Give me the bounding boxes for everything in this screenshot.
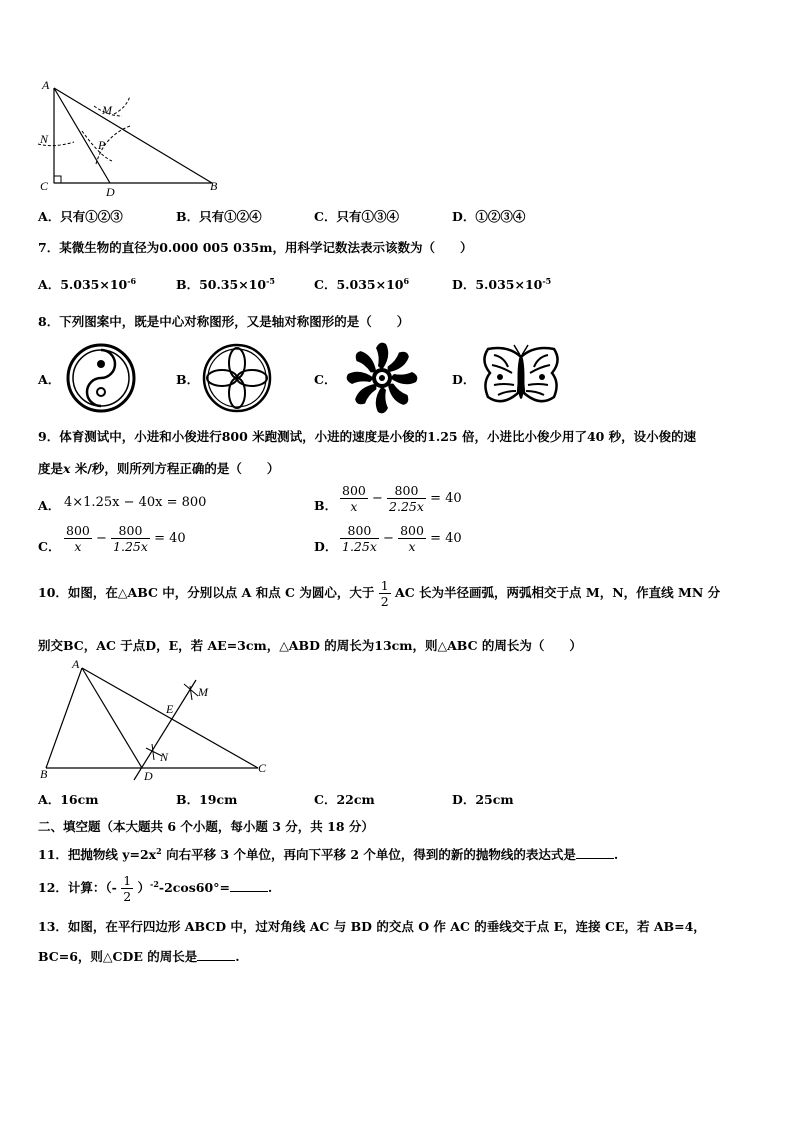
q13-line1: 13．如图，在平行四边形 ABCD 中，过对角线 AC 与 BD 的交点 O 作 AC 的垂线交于点 E，连接 CE，若 AB=4， xyxy=(38,919,706,934)
q6-option-b: B．只有①②④ xyxy=(176,209,262,224)
label-P: P xyxy=(98,138,106,152)
q9-option-d-expr: $\frac{800}{1.25x}$ − $\frac{800}{x}$ = 40 xyxy=(342,523,462,554)
q6-option-c: C．只有①③④ xyxy=(314,209,399,224)
butterfly-figure xyxy=(478,343,564,413)
q9-stem-line2: 度是x 米/秒，则所列方程正确的是（ ） xyxy=(38,461,280,476)
label-N: N xyxy=(40,132,49,146)
q10-stem-line1: 10．如图，在△ABC 中，分别以点 A 和点 C 为圆心，大于 $\frac{1}{2}$ AC 长为半径画弧，两弧相交于点 M，N，作直线 MN 分 xyxy=(38,578,721,609)
q7-option-b: B．$50.35\times 10^{-5}$ xyxy=(176,275,275,292)
q8-option-d-label: D． xyxy=(452,372,476,387)
q10-option-c: C．22cm xyxy=(314,792,375,807)
label-D: D xyxy=(106,185,115,198)
yin-yang-figure xyxy=(64,342,138,414)
q9-stem-line1: 9．体育测试中，小进和小俊进行800 米跑测试，小进的速度是小俊的1.25 倍，小进比小俊少用了40 秒，设小俊的速 xyxy=(38,429,697,444)
q8-option-a-label: A． xyxy=(38,372,61,387)
answer-blank xyxy=(197,948,235,961)
label-B: B xyxy=(210,179,218,193)
q10-option-d: D．25cm xyxy=(452,792,514,807)
label-N: N xyxy=(160,750,169,764)
label-B: B xyxy=(40,767,48,781)
q12: 12．计算：（- $\frac{1}{2}$ ）$^{-2}$-2cos60°= . xyxy=(38,873,273,904)
label-C: C xyxy=(258,761,267,775)
figure-triangle-abc xyxy=(34,656,274,782)
label-M: M xyxy=(102,103,112,117)
q10-option-a: A．16cm xyxy=(38,792,99,807)
q7-option-d: D．$5.035\times 10^{-5}$ xyxy=(452,275,552,292)
label-A: A xyxy=(42,78,50,92)
q9-option-b-label: B． xyxy=(314,498,338,513)
q9-option-a-expr: 4×1.25x − 40x = 800 xyxy=(64,495,207,510)
label-D: D xyxy=(144,769,153,782)
label-A: A xyxy=(72,657,80,671)
q6-option-a: A．只有①②③ xyxy=(38,209,123,224)
q9-option-a-label: A． xyxy=(38,498,61,513)
q11: 11．把抛物线 $y=2x^2$ 向右平移 3 个单位，再向下平移 2 个单位，得到的新的抛物线的表达式是 . xyxy=(38,845,619,862)
q8-option-c-label: C． xyxy=(314,372,337,387)
q8-stem: 8．下列图案中，既是中心对称图形，又是轴对称图形的是（ ） xyxy=(38,314,410,329)
q7-stem: 7．某微生物的直径为0.000 005 035m，用科学记数法表示该数为（ ） xyxy=(38,240,473,255)
answer-blank xyxy=(230,879,268,892)
q13-line2: BC=6，则△CDE 的周长是 . xyxy=(38,949,240,964)
answer-blank xyxy=(576,846,614,859)
label-C: C xyxy=(40,179,49,193)
q9-option-c-expr: $\frac{800}{x}$ − $\frac{800}{1.25x}$ = 40 xyxy=(66,523,186,554)
figure-right-triangle xyxy=(34,76,224,198)
q10-stem-line2: 别交BC，AC 于点D，E，若 AE=3cm，△ABD 的周长为13cm，则△ABC 的周长为（ ） xyxy=(38,638,582,653)
q6-option-d: D．①②③④ xyxy=(452,209,526,224)
q8-option-b-label: B． xyxy=(176,372,200,387)
q9-option-b-expr: $\frac{800}{x}$ − $\frac{800}{2.25x}$ = 40 xyxy=(342,483,462,514)
label-M: M xyxy=(198,685,208,699)
label-E: E xyxy=(166,702,174,716)
q9-option-c-label: C． xyxy=(38,539,61,554)
q7-option-a: A．$5.035\times 10^{-6}$ xyxy=(38,275,137,292)
four-petal-figure xyxy=(200,342,274,414)
q7-option-c: C．$5.035\times 10^6$ xyxy=(314,275,410,292)
q9-option-d-label: D． xyxy=(314,539,338,554)
pinwheel-flower-figure xyxy=(340,338,424,418)
section-heading: 二、填空题（本大题共 6 个小题，每小题 3 分，共 18 分） xyxy=(38,819,374,834)
q10-option-b: B．19cm xyxy=(176,792,238,807)
